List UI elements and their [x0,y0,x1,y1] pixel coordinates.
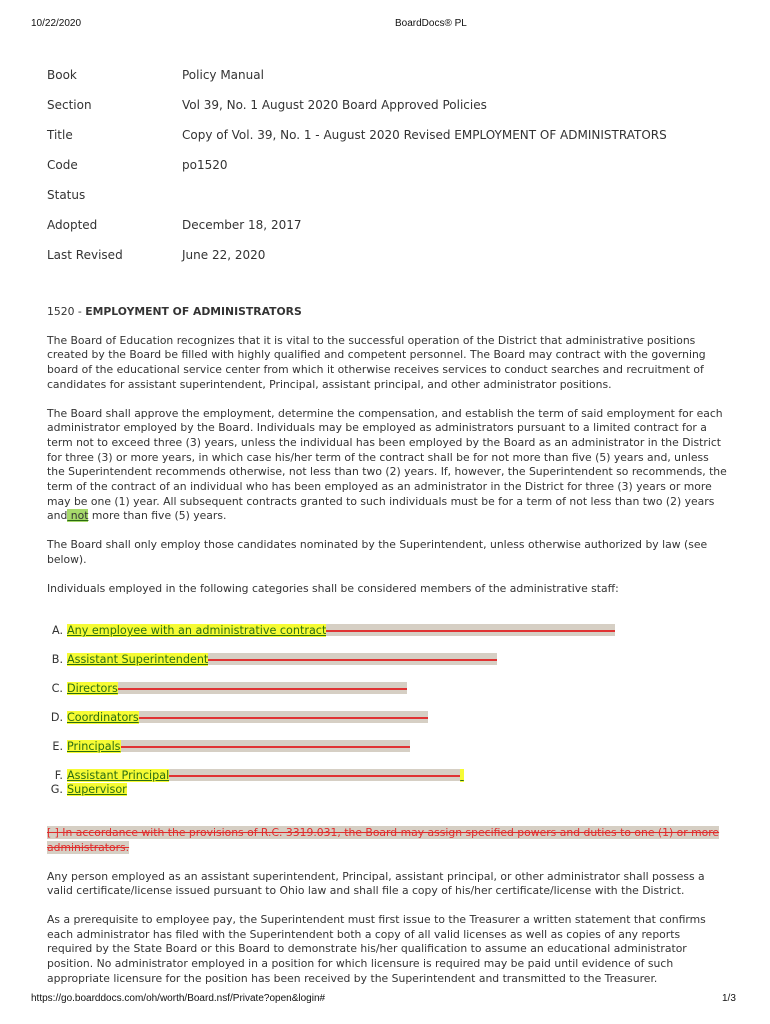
paragraph-purpose: The Board of Education recognizes that it is vital to the successful operation of the District that administrative positions created by the Board be filled with highly qualified and competent personnel. The Board may contract with the governing board of the educational service center from which it otherwise receives services to conduct searches and recruitment of candidates for assistant superintendent, Principal, assistant principal, and other administrator positions. [47,333,706,391]
meta-label: Adopted [47,218,98,232]
deleted-text-strike [121,740,410,752]
print-page-title: BoardDocs® PL [395,18,467,29]
deleted-text-strike [139,711,428,723]
deleted-checkbox-marker: [ ] [47,826,59,840]
inserted-text: Coordinators [67,711,139,725]
paragraph-employment-terms [47,407,727,525]
inserted-text: Any employee with an administrative contract [67,624,327,638]
policy-body [47,305,727,1001]
page-number: 1/3 [722,993,736,1004]
policy-title: EMPLOYMENT OF ADMINISTRATORS [85,305,302,318]
paragraph-nomination: The Board shall only employ those candidates nominated by the Superintendent, unless otherwise authorized by law (see below). [47,538,708,566]
meta-value: Copy of Vol. 39, No. 1 - August 2020 Revised EMPLOYMENT OF ADMINISTRATORS [182,128,667,142]
policy-number: 1520 - [47,305,86,318]
paragraph-pay-prerequisite: As a prerequisite to employee pay, the Superintendent must first issue to the Treasurer a written statement that confirms each administrator has filed with the Superintendent both a copy of all valid licenses as well as copies of any reports required by the State Board or this Board to demonstrate his/her qualification to assume an educational administrator position. No administrator employed in a position for which licensure is required may be paid until evidence of such appropriate licensure for the position has been received by the Superintendent and transmitted to the Treasurer. [47,913,706,985]
meta-value: June 22, 2020 [182,248,266,262]
paragraph-licensure: Any person employed as an assistant superintendent, Principal, assistant principal, or other administrator shall possess a valid certificate/license issued pursuant to Ohio law and shall file a copy of his/her certificate/license with the District. [47,869,705,898]
list-item [47,653,497,668]
print-url: https://go.boarddocs.com/oh/worth/Board.nsf/Private?open&login# [31,993,326,1004]
deleted-text-strike [326,624,615,636]
inserted-text: Assistant Principal [67,769,170,783]
policy-heading [47,305,727,320]
list-marker: F. [54,769,63,783]
paragraph-categories-intro: Individuals employed in the following categories shall be considered members of the administrative staff: [47,581,619,595]
meta-label: Book [47,68,77,82]
meta-label: Code [47,158,78,172]
meta-value: Policy Manual [182,68,264,82]
inserted-marker [460,769,464,782]
meta-label: Title [47,128,73,142]
inserted-text: Directors [67,682,118,696]
inserted-text: Principals [67,740,121,754]
inserted-text: Assistant Superintendent [67,653,209,667]
deleted-text-strike [208,653,497,665]
inserted-text: Supervisor [67,783,127,797]
paragraph-text: The Board shall approve the employment, determine the compensation, and establish the term of said employment for each administrator employed by the Board. Individuals may be employed as administrators pursuant to a limited contract for a term not to exceed three (3) years, unless the individual has been employed by the Board as an administrator in the District for three (3) or more years, in which case his/her term of the contract shall be for not more than five (5) years and, unless the Superintendent recommends otherwise, not less than two (2) years. If, however, the Superintendent so recommends, the term of the contract of an individual who has been employed as an administrator in the District for three (3) years or more may be one (1) year. All subsequent contracts granted to such individuals must be for a term of not less than two (2) years and [47,406,727,523]
list-marker: A. [51,624,63,638]
deleted-text-strike [169,769,460,781]
list-marker: B. [51,653,63,667]
meta-value: Vol 39, No. 1 August 2020 Board Approved Policies [182,98,487,112]
list-item [47,769,464,784]
meta-label: Last Revised [47,248,123,262]
list-marker: E. [52,740,63,754]
list-marker: C. [51,682,63,696]
list-item [47,682,407,697]
inserted-word: not [67,509,89,523]
list-item [47,624,615,639]
meta-value: December 18, 2017 [182,218,302,232]
deleted-text: In accordance with the provisions of R.C. 3319.031, the Board may assign specified powers and duties to one (1) or more administrators. [47,826,720,854]
list-item [47,711,428,726]
list-marker: G. [50,783,63,797]
meta-value: po1520 [182,158,228,172]
administrative-categories-list [47,610,727,795]
meta-label: Status [47,188,86,202]
print-date: 10/22/2020 [31,18,82,29]
deleted-paragraph [47,826,727,855]
deleted-text-strike [118,682,407,694]
list-item [47,783,127,798]
meta-label: Section [47,98,92,112]
list-marker: D. [50,711,63,725]
list-item [47,740,410,755]
paragraph-tail: more than five (5) years. [88,509,227,523]
